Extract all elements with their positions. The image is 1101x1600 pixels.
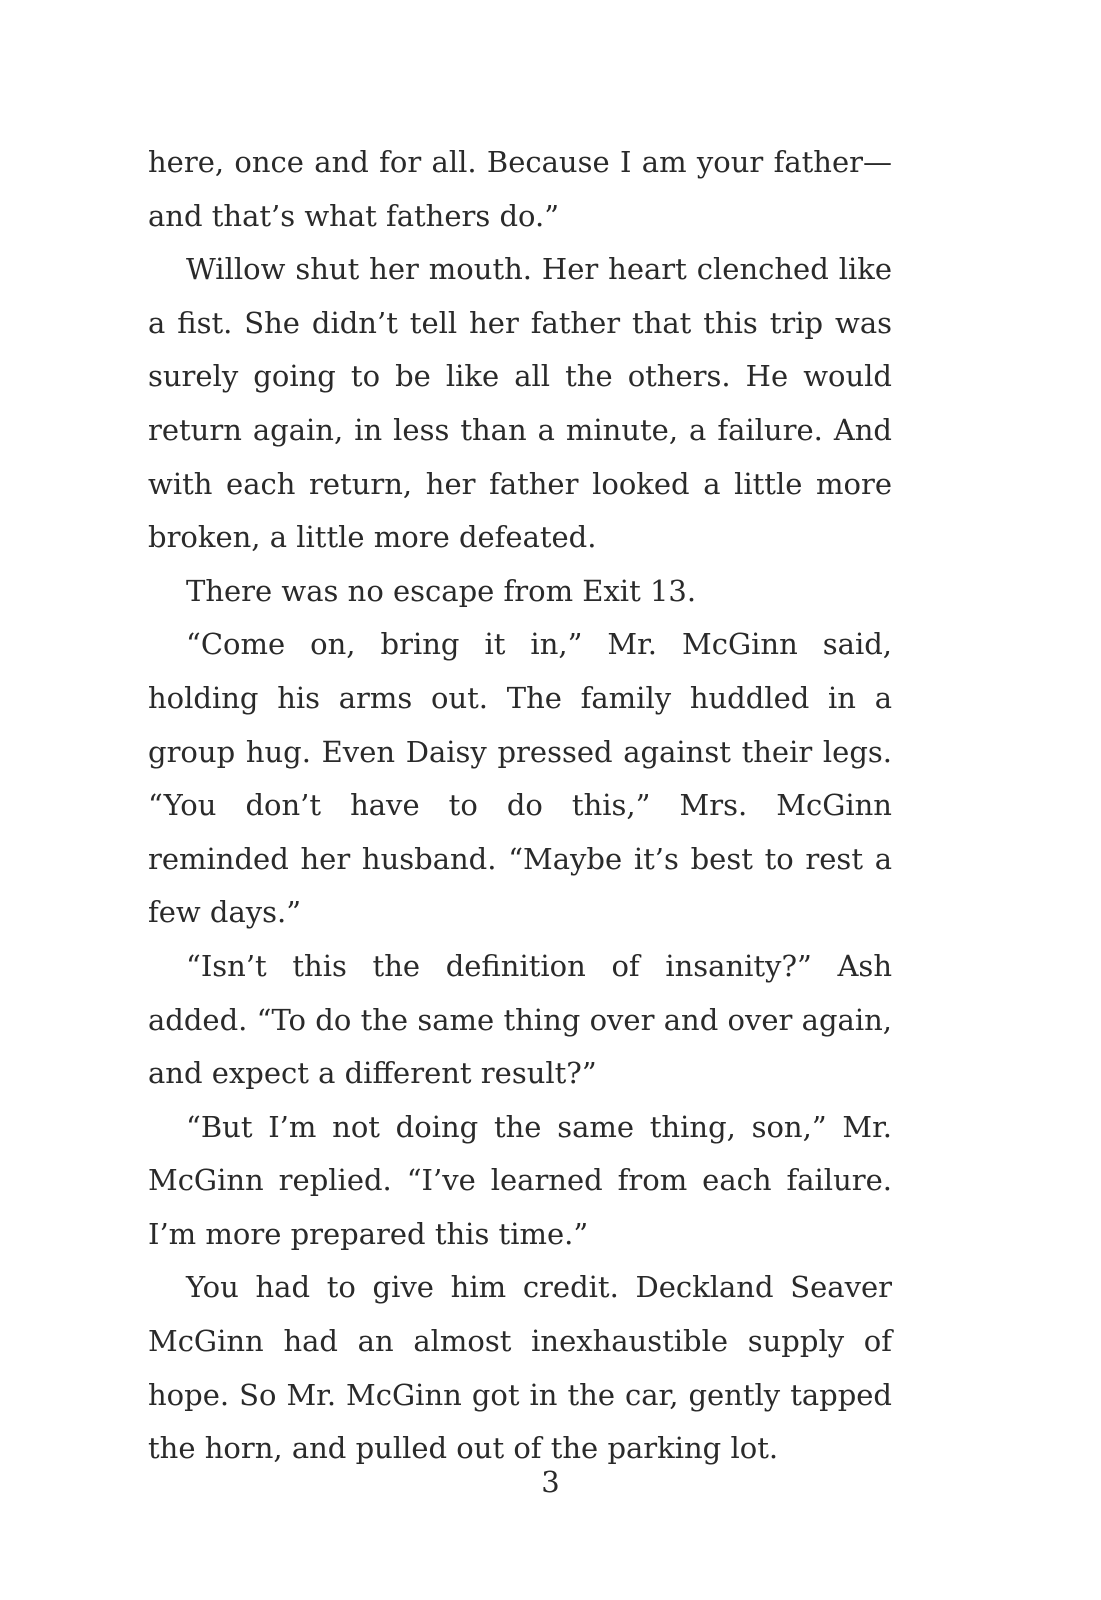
paragraph-hope: You had to give him credit. Deckland Seaver McGinn had an almost inexhaustible supply of hope. So Mr. McGinn got in the car, gently tapped the horn, and pulled out of the parking lot. <box>148 1270 892 1466</box>
paragraph-willow: Willow shut her mouth. Her heart clenched like a fist. She didn’t tell her father that this trip was surely going to be like all the others. He would return again, in less than a minute, a failure. And with each return, her father looked a little more broken, a little more defeated. <box>148 252 892 555</box>
paragraph-insanity: “Isn’t this the definition of insanity?” Ash added. “To do the same thing over and over again, and expect a different result?” <box>148 948 892 1091</box>
paragraph-continuation: here, once and for all. Because I am your father—and that’s what fathers do.” <box>148 145 892 233</box>
page-number: 3 <box>541 1465 560 1499</box>
paragraph-group-hug: “Come on, bring it in,” Mr. McGinn said, holding his arms out. The family huddled in a group hug. Even Daisy pressed against their legs. “You don’t have to do this,” Mrs. McGinn reminded her husband. “Maybe it’s best to rest a few days.” <box>148 627 892 930</box>
paragraph-exit-13: There was no escape from Exit 13. <box>186 573 697 608</box>
paragraph-prepared: “But I’m not doing the same thing, son,” Mr. McGinn replied. “I’ve learned from each failure. I’m more prepared this time.” <box>148 1109 892 1251</box>
body-text <box>148 136 892 1476</box>
